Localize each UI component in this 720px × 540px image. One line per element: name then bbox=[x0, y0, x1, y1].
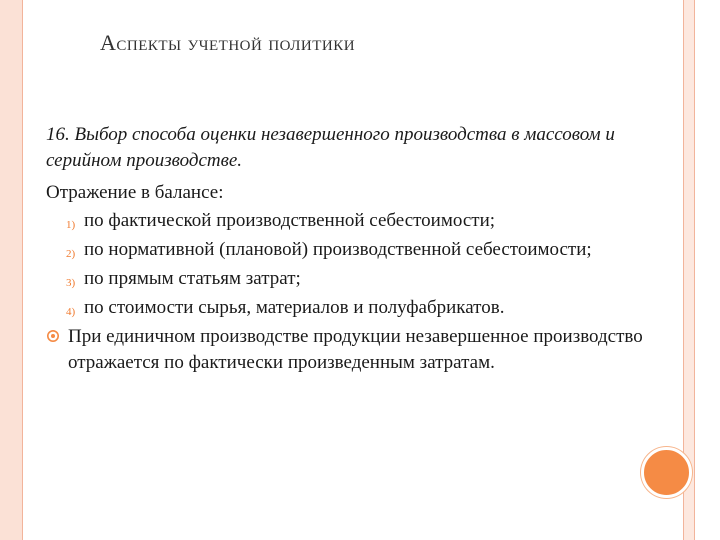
list-item-text: по стоимости сырья, материалов и полуфабрикатов. bbox=[84, 297, 505, 318]
left-frame-band bbox=[0, 0, 22, 540]
list-item bbox=[46, 295, 646, 321]
slide-title: Аспекты учетной политики bbox=[100, 30, 356, 55]
list-number: 3) bbox=[66, 277, 76, 289]
bullet-text: При единичном производстве продукции незавершенное производство отражается по фактически произведенным затратам. bbox=[68, 326, 643, 373]
list-number: 2) bbox=[66, 248, 76, 260]
left-frame-line bbox=[22, 0, 23, 540]
list-item bbox=[46, 208, 646, 234]
list-item-text: по прямым статьям затрат; bbox=[84, 268, 301, 289]
list-item-text: по нормативной (плановой) производственной себестоимости; bbox=[84, 239, 592, 260]
list-number: 1) bbox=[66, 219, 76, 231]
list-item-text: по фактической производственной себестоимости; bbox=[84, 210, 496, 231]
slide-content bbox=[46, 122, 646, 376]
list-number: 4) bbox=[66, 306, 76, 318]
slide-heading: 16. Выбор способа оценки незавершенного производства в массовом и серийном производстве. bbox=[46, 124, 615, 171]
list-item bbox=[46, 266, 646, 292]
numbered-list bbox=[46, 208, 646, 321]
orange-circle-icon bbox=[641, 447, 692, 498]
ring-bullet-icon bbox=[46, 329, 60, 343]
list-item bbox=[46, 237, 646, 263]
intro-text: Отражение в балансе: bbox=[46, 182, 224, 203]
bullet-item bbox=[46, 324, 646, 376]
right-frame-line-inner bbox=[694, 0, 695, 540]
